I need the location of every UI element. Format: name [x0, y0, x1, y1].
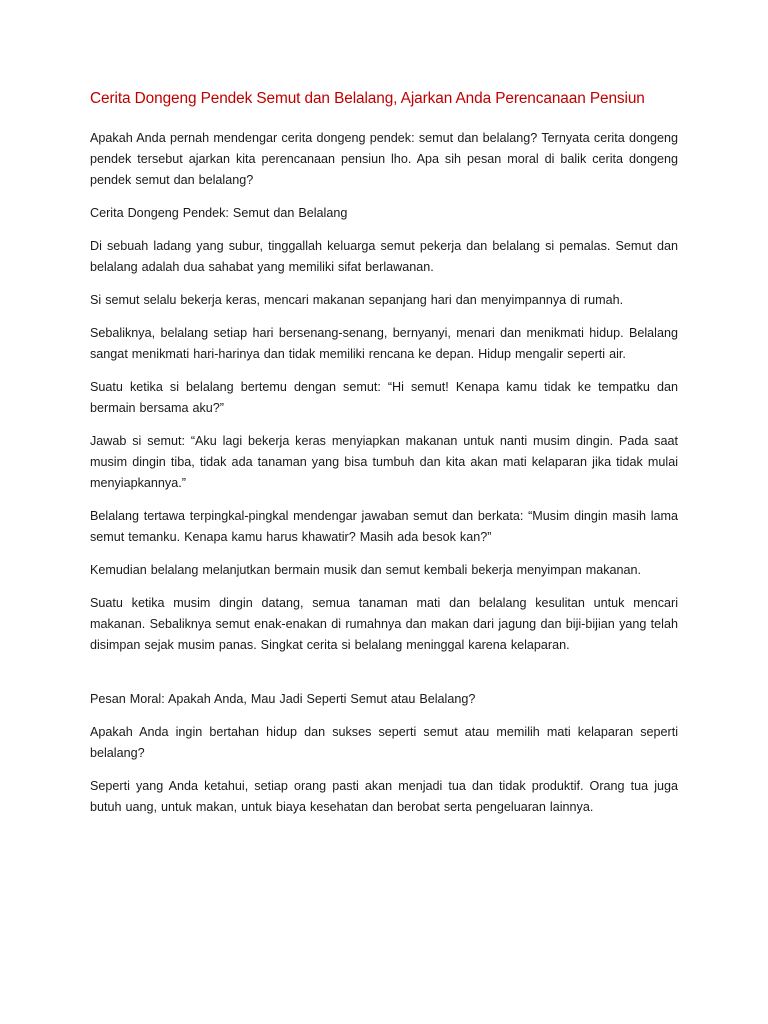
paragraph-story-5: Jawab si semut: “Aku lagi bekerja keras menyiapkan makanan untuk nanti musim dingin. Pada saat musim dingin tiba, tidak ada tanaman yang bisa tumbuh dan kita akan mati kelaparan jika tidak mulai menyiapkannya.” [90, 434, 678, 490]
paragraph-moral-2: Seperti yang Anda ketahui, setiap orang pasti akan menjadi tua dan tidak produktif. Orang tua juga butuh uang, untuk makan, untuk biaya kesehatan dan berobat serta pengeluaran lainnya. [90, 779, 678, 814]
document-title: Cerita Dongeng Pendek Semut dan Belalang, Ajarkan Anda Perencanaan Pensiun [90, 90, 645, 107]
paragraph-story-4: Suatu ketika si belalang bertemu dengan semut: “Hi semut! Kenapa kamu tidak ke tempatku dan bermain bersama aku?” [90, 380, 678, 415]
blank-line [90, 668, 678, 689]
paragraph-intro: Apakah Anda pernah mendengar cerita dongeng pendek: semut dan belalang? Ternyata cerita dongeng pendek tersebut ajarkan kita perencanaan pensiun lho. Apa sih pesan moral di balik cerita dongeng pendek semut dan belalang? [90, 131, 678, 187]
section-heading-story: Cerita Dongeng Pendek: Semut dan Belalang [90, 206, 348, 220]
document-page [90, 88, 678, 830]
paragraph-story-1: Di sebuah ladang yang subur, tinggallah keluarga semut pekerja dan belalang si pemalas. Semut dan belalang adalah dua sahabat yang memiliki sifat berlawanan. [90, 239, 678, 274]
paragraph-story-3: Sebaliknya, belalang setiap hari bersenang-senang, bernyanyi, menari dan menikmati hidup. Belalang sangat menikmati hari-harinya dan tidak memiliki rencana ke depan. Hidup mengalir seperti air. [90, 326, 678, 361]
section-heading-moral: Pesan Moral: Apakah Anda, Mau Jadi Seperti Semut atau Belalang? [90, 692, 476, 706]
paragraph-story-8: Suatu ketika musim dingin datang, semua tanaman mati dan belalang kesulitan untuk mencari makanan. Sebaliknya semut enak-enakan di rumahnya dan makan dari jagung dan biji-bijian yang telah disimpan sejak musim panas. Singkat cerita si belalang meninggal karena kelaparan. [90, 596, 678, 652]
paragraph-moral-1: Apakah Anda ingin bertahan hidup dan sukses seperti semut atau memilih mati kelaparan seperti belalang? [90, 725, 678, 760]
paragraph-story-6: Belalang tertawa terpingkal-pingkal mendengar jawaban semut dan berkata: “Musim dingin masih lama semut temanku. Kenapa kamu harus khawatir? Masih ada besok kan?” [90, 509, 678, 544]
paragraph-story-2: Si semut selalu bekerja keras, mencari makanan sepanjang hari dan menyimpannya di rumah. [90, 293, 624, 307]
paragraph-story-7: Kemudian belalang melanjutkan bermain musik dan semut kembali bekerja menyimpan makanan. [90, 563, 642, 577]
